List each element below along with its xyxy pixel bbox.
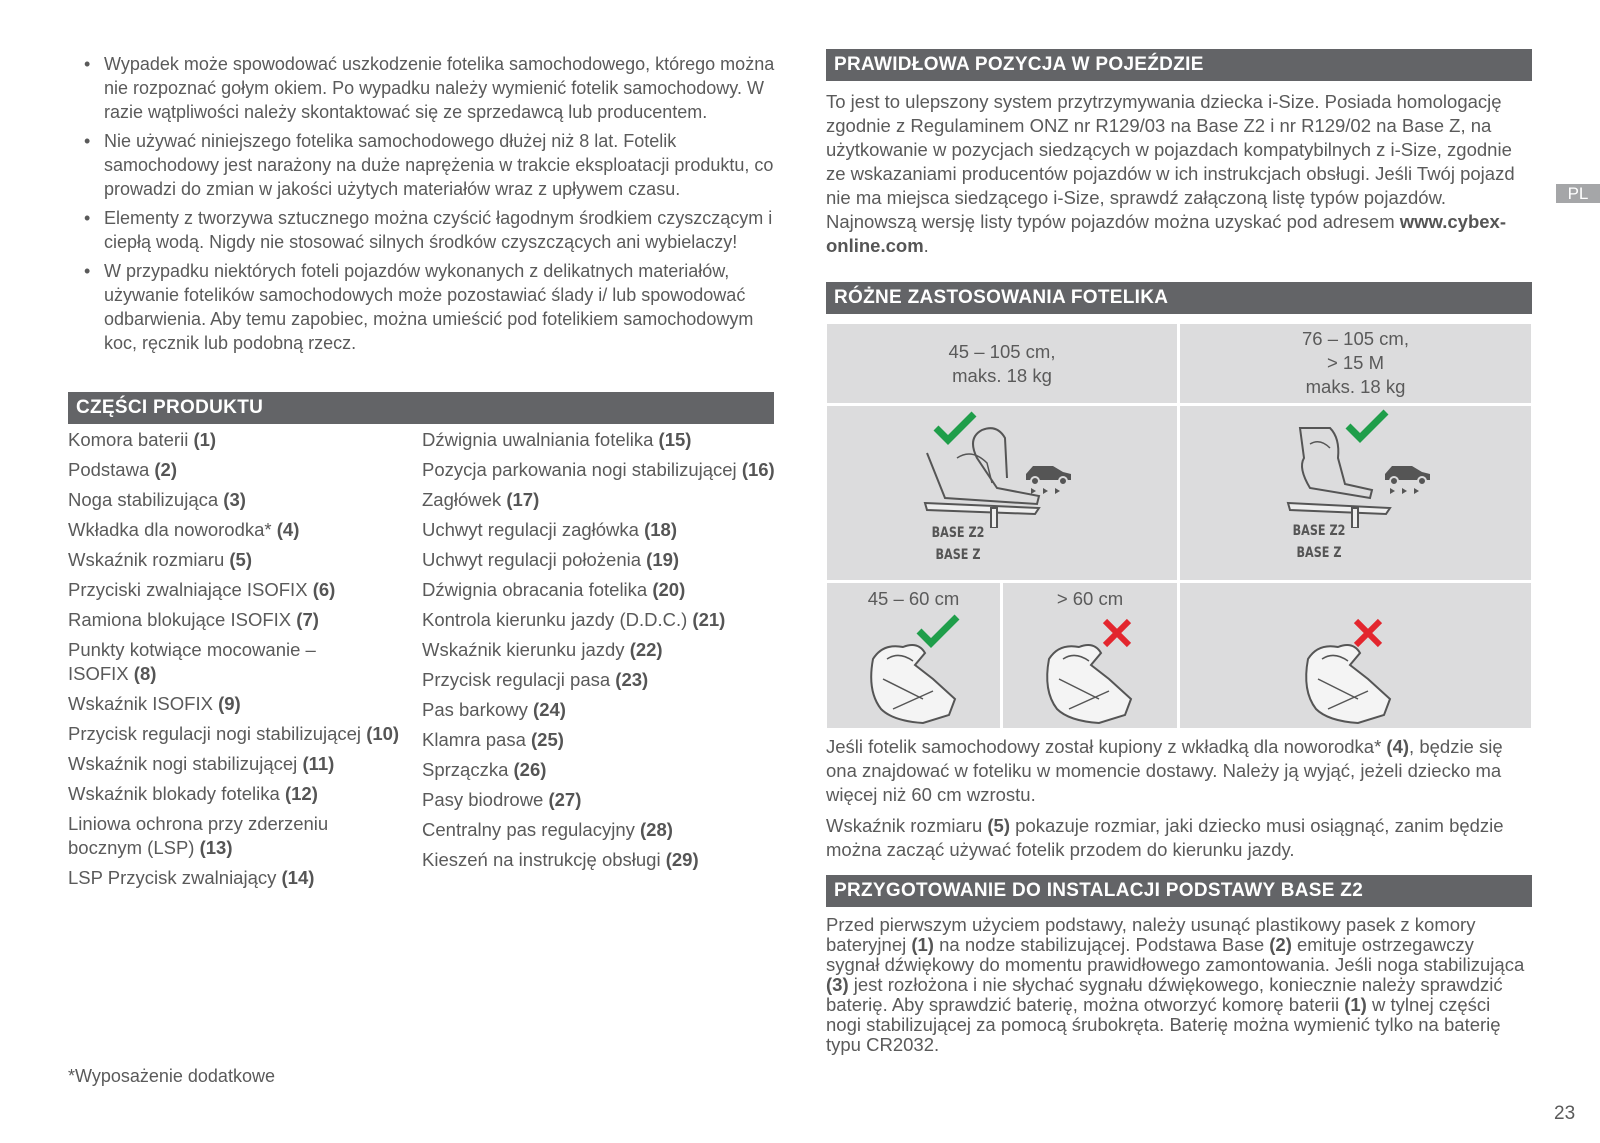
rear-facing-cell-1: [827, 406, 1177, 580]
car-direction-icon: [1023, 460, 1075, 496]
usage-header-cell-1: 45 – 105 cm, maks. 18 kg: [827, 324, 1177, 403]
list-item: Klamra pasa (25): [422, 729, 564, 750]
footnote: *Wyposażenie dodatkowe: [68, 1066, 275, 1086]
newborn-insert-illustration: [863, 639, 963, 725]
list-item: Wskaźnik rozmiaru (5): [68, 549, 253, 570]
check-icon: [932, 410, 978, 446]
language-tab: PL: [1556, 184, 1600, 203]
rear-facing-cell-2: [1180, 406, 1531, 580]
list-item: Wskaźnik ISOFIX (9): [68, 693, 241, 714]
list-item: Noga stabilizująca (3): [68, 489, 246, 510]
list-item: Centralny pas regulacyjny (28): [422, 819, 673, 840]
check-icon: [1344, 408, 1390, 444]
list-item: Ramiona blokujące ISOFIX (7): [68, 609, 319, 630]
base-label: BASE Z2 BASE Z: [931, 525, 985, 563]
list-item: Dźwignia uwalniania fotelika (15): [422, 429, 692, 450]
insert-cell-45-60: 45 – 60 cm: [827, 583, 1000, 728]
list-item: Przycisk regulacji nogi stabilizującej (10): [68, 723, 400, 744]
insert-paragraph: Jeśli fotelik samochodowy został kupiony z wkładką dla noworodka* (4), będzie się ona znajdować w foteliku w momencie dostawy. Należy ją wyjąć, jeżeli dziecko ma więcej niż 60 cm wzrostu.: [826, 736, 1503, 805]
position-heading: PRAWIDŁOWA POZYCJA W POJEŹDZIE: [826, 49, 1532, 81]
car-direction-icon: [1382, 460, 1434, 496]
position-text: To jest to ulepszony system przytrzymywania dziecka i-Size. Posiada homologację zgodnie z Regulaminem ONZ nr R129/03 na Base Z2 i nr R129/02 na Base Z, na użytkowanie w pozycjach siedzących w pojazdach kompatybilnych z i-Size, zgodnie ze wskazaniami producentów pojazdów w ich instrukcjach obsługi. Jeśli Twój pojazd nie ma miejsca siedzącego i-Size, sprawdź załączoną listę typów pojazdów. Najnowszą wersję listy typów pojazdów można uzyskać pod adresem www.cybex-online.com.: [826, 91, 1515, 256]
list-item: Kontrola kierunku jazdy (D.D.C.) (21): [422, 609, 726, 630]
list-item: Przycisk regulacji pasa (23): [422, 669, 649, 690]
list-item: LSP Przycisk zwalniający (14): [68, 867, 315, 888]
list-item: Pas barkowy (24): [422, 699, 566, 720]
list-item: Pozycja parkowania nogi stabilizującej (16): [422, 459, 775, 480]
list-item: Wkładka dla noworodka* (4): [68, 519, 300, 540]
list-item: Komora baterii (1): [68, 429, 217, 450]
list-item: Zagłówek (17): [422, 489, 540, 510]
insert-cell-forward: [1180, 583, 1531, 728]
list-item: Punkty kotwiące mocowanie – ISOFIX (8): [68, 639, 316, 684]
list-item: Kieszeń na instrukcję obsługi (29): [422, 849, 699, 870]
parts-list-right: [422, 428, 792, 878]
bullet-item: • Elementy z tworzywa sztucznego można czyścić łagodnym środkiem czyszczącym i ciepłą wodą. Nigdy nie stosować silnych środków czyszczących ani wybielaczy!: [84, 206, 784, 254]
website-link[interactable]: www.cybex-online.com: [826, 211, 1507, 256]
list-item: Wskaźnik blokady fotelika (12): [68, 783, 318, 804]
bullet-item: • Nie używać niniejszego fotelika samochodowego dłużej niż 8 lat. Fotelik samochodowy jest narażony na duże naprężenia w trakcie eksploatacji produktu, co prowadzi do zmian w jakości użytych materiałów wraz z upływem czasu.: [84, 129, 784, 201]
size-indicator-paragraph: Wskaźnik rozmiaru (5) pokazuje rozmiar, jaki dziecko musi osiągnąć, zanim będzie można zacząć używać fotelik przodem do kierunku jazdy.: [826, 815, 1504, 860]
safety-bullets: [84, 52, 784, 360]
newborn-insert-illustration: [1039, 639, 1139, 725]
list-item: Przyciski zwalniające ISOFIX (6): [68, 579, 336, 600]
list-item: Wskaźnik kierunku jazdy (22): [422, 639, 663, 660]
list-item: Wskaźnik nogi stabilizującej (11): [68, 753, 335, 774]
parts-list-left: [68, 428, 418, 896]
usage-header-cell-2: 76 – 105 cm, > 15 M maks. 18 kg: [1180, 324, 1531, 403]
newborn-insert-illustration: [1298, 639, 1398, 725]
list-item: Uchwyt regulacji zagłówka (18): [422, 519, 677, 540]
list-item: Dźwignia obracania fotelika (20): [422, 579, 686, 600]
bullet-item: • W przypadku niektórych foteli pojazdów wykonanych z delikatnych materiałów, używanie fotelików samochodowych może pozostawiać ślady i/ lub spowodować odbarwienia. Aby temu zapobiec, można umieścić pod fotelikiem samochodowym koc, ręcznik lub podobną rzecz.: [84, 259, 784, 355]
prep-heading: PRZYGOTOWANIE DO INSTALACJI PODSTAWY BASE Z2: [826, 875, 1532, 907]
insert-cell-over-60: > 60 cm: [1003, 583, 1177, 728]
usage-heading: RÓŻNE ZASTOSOWANIA FOTELIKA: [826, 282, 1532, 314]
page-number: 23: [1554, 1103, 1576, 1124]
list-item: Sprzączka (26): [422, 759, 547, 780]
list-item: Pasy biodrowe (27): [422, 789, 582, 810]
base-label: BASE Z2 BASE Z: [1292, 523, 1346, 561]
parts-heading: CZĘŚCI PRODUKTU: [68, 392, 774, 424]
list-item: Podstawa (2): [68, 459, 178, 480]
list-item: Liniowa ochrona przy zderzeniu bocznym (LSP) (13): [68, 813, 329, 858]
list-item: Uchwyt regulacji położenia (19): [422, 549, 680, 570]
bullet-item: • Wypadek może spowodować uszkodzenie fotelika samochodowego, którego można nie rozpoznać gołym okiem. Po wypadku należy wymienić fotelik samochodowy. W razie wątpliwości należy skontaktować się ze sprzedawcą lub producentem.: [84, 52, 784, 124]
prep-paragraph: Przed pierwszym użyciem podstawy, należy usunąć plastikowy pasek z komory bateryjnej (1) na nodze stabilizującej. Podstawa Base (2) emituje ostrzegawczy sygnał dźwiękowy do momentu prawidłowego zamontowania. Jeśli noga stabilizująca (3) jest rozłożona i nie słychać sygnału dźwiękowego, koniecznie należy sprawdzić baterię. Aby sprawdzić baterię, można otworzyć komorę baterii (1) w tylnej części nogi stabilizującej za pomocą śrubokręta. Baterię można wymienić tylko na baterię typu CR2032.: [826, 914, 1525, 1055]
